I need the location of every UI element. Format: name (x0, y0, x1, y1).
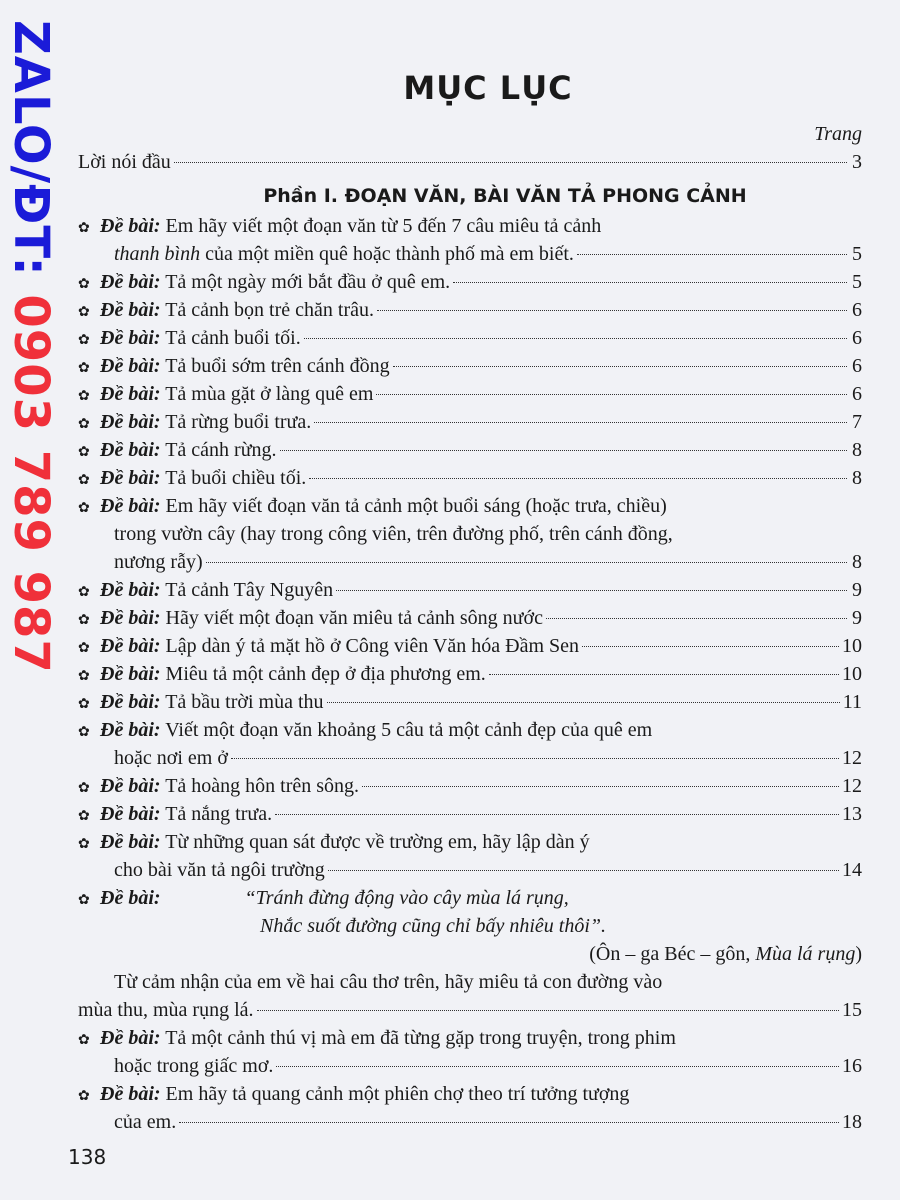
entry-last-row (78, 240, 862, 268)
toc-page-number: 10 (842, 663, 862, 685)
toc-entry[interactable] (78, 492, 862, 576)
entry-label: Đề bài: (100, 1027, 161, 1049)
leader-dots (309, 478, 847, 479)
entry-label: Đề bài: (100, 775, 161, 797)
toc-entry-row (78, 296, 862, 324)
toc-entry-row (78, 324, 862, 352)
entry-text: cho bài văn tả ngôi trường (114, 859, 325, 881)
entry-last-row (78, 856, 862, 884)
entry-text: hoặc nơi em ở (114, 747, 228, 769)
entry-line (78, 212, 862, 240)
toc-intro-row[interactable] (78, 148, 862, 176)
entry-line (78, 1080, 862, 1108)
toc-page-number: 6 (852, 327, 862, 349)
entry-label: Đề bài: (100, 887, 161, 909)
entry-last-text (114, 240, 574, 268)
entry-head (78, 296, 374, 327)
toc-page-number: 8 (852, 467, 862, 489)
entry-last-row (78, 548, 862, 576)
entry-emphasis: thanh bình (114, 243, 201, 265)
flower-bullet-icon: ✿ (78, 809, 90, 824)
flower-bullet-icon: ✿ (78, 221, 90, 236)
toc-entry[interactable] (78, 380, 862, 408)
leader-dots (328, 870, 839, 871)
entry-text: của một miền quê hoặc thành phố mà em biết. (200, 243, 574, 265)
entry-label: Đề bài: (100, 579, 161, 601)
entry-text: hoặc trong giấc mơ. (114, 1055, 274, 1077)
toc-page-number: 13 (842, 803, 862, 825)
watermark-prefix: ZALO/ĐT: (3, 20, 59, 295)
flower-bullet-icon: ✿ (78, 641, 90, 656)
entry-label: Đề bài: (100, 383, 161, 405)
entry-head (78, 688, 324, 719)
entry-text: Em hãy tả quang cảnh một phiên chợ theo trí tưởng tượng (165, 1083, 630, 1105)
flower-bullet-icon: ✿ (78, 725, 90, 740)
toc-entry[interactable] (78, 352, 862, 380)
poem-line-1: “Tránh đừng động vào cây mùa lá rụng, (244, 887, 569, 909)
leader-dots (546, 618, 847, 619)
toc-entry[interactable] (78, 268, 862, 296)
entry-label: Đề bài: (100, 271, 161, 293)
entry-text: Hãy viết một đoạn văn miêu tả cảnh sông nước (165, 607, 543, 629)
toc-entry[interactable] (78, 212, 862, 268)
toc-entry[interactable] (78, 828, 862, 884)
entry-head (78, 352, 390, 383)
toc-entry[interactable] (78, 576, 862, 604)
toc-entry[interactable] (78, 1080, 862, 1136)
toc-entry[interactable] (78, 408, 862, 436)
entry-label: Đề bài: (100, 215, 161, 237)
toc-entry[interactable] (78, 772, 862, 800)
poem-prompt-line-2: mùa thu, mùa rụng lá. (78, 999, 254, 1021)
toc-entry[interactable] (78, 688, 862, 716)
toc-entry[interactable] (78, 716, 862, 772)
entry-head (78, 576, 333, 607)
entry-line (78, 828, 862, 856)
entry-line (78, 520, 862, 548)
entry-head (78, 380, 373, 411)
toc-page-number: 11 (842, 691, 862, 713)
entry-head (78, 436, 277, 467)
poem-prompt-last-row (78, 996, 862, 1024)
entry-label: Đề bài: (100, 495, 161, 517)
flower-bullet-icon: ✿ (78, 669, 90, 684)
flower-bullet-icon: ✿ (78, 277, 90, 292)
toc-entry-row (78, 688, 862, 716)
leader-dots (174, 162, 847, 163)
toc-entry[interactable] (78, 324, 862, 352)
entry-label: Đề bài: (100, 299, 161, 321)
flower-bullet-icon: ✿ (78, 361, 90, 376)
entry-text: Em hãy viết một đoạn văn từ 5 đến 7 câu miêu tả cảnh (165, 215, 602, 237)
toc-entry[interactable] (78, 1024, 862, 1080)
flower-bullet-icon: ✿ (78, 781, 90, 796)
entry-head (78, 604, 543, 635)
entry-text: Tả mùa gặt ở làng quê em (165, 383, 374, 405)
entry-text: nương rẫy) (114, 551, 203, 573)
entry-head (78, 772, 359, 803)
toc-entry[interactable] (78, 604, 862, 632)
toc-entry-row (78, 632, 862, 660)
leader-dots (231, 758, 839, 759)
toc-page-number: 8 (852, 551, 862, 573)
entry-head (78, 408, 311, 439)
toc-page-number: 6 (852, 299, 862, 321)
poem-line-2: Nhắc suốt đường cũng chỉ bấy nhiêu thôi”. (260, 915, 606, 937)
toc-entry-row (78, 352, 862, 380)
entry-head (78, 464, 306, 495)
entry-label: Đề bài: (100, 803, 161, 825)
flower-bullet-icon: ✿ (78, 473, 90, 488)
toc-page-number: 5 (852, 243, 862, 265)
flower-bullet-icon: ✿ (78, 837, 90, 852)
toc-page-number: 12 (842, 747, 862, 769)
leader-dots (577, 254, 847, 255)
flower-bullet-icon: ✿ (78, 1089, 90, 1104)
flower-bullet-icon: ✿ (78, 333, 90, 348)
entry-label: Đề bài: (100, 663, 161, 685)
toc-page-number: 14 (842, 859, 862, 881)
leader-dots (377, 310, 847, 311)
leader-dots (276, 1066, 839, 1067)
entry-label: Đề bài: (100, 327, 161, 349)
flower-bullet-icon: ✿ (78, 585, 90, 600)
toc-entry-row (78, 660, 862, 688)
entry-text: Tả nắng trưa. (165, 803, 273, 825)
entry-last-row (78, 744, 862, 772)
leader-dots (489, 674, 839, 675)
leader-dots (582, 646, 839, 647)
entry-text: Từ những quan sát được về trường em, hãy lập dàn ý (165, 831, 590, 853)
entry-text: Tả cảnh buổi tối. (165, 327, 301, 349)
toc-entry-row (78, 772, 862, 800)
entry-line (78, 716, 862, 744)
toc-page-number: 12 (842, 775, 862, 797)
entry-last-text (114, 1052, 273, 1080)
leader-dots (206, 562, 847, 563)
leader-dots (376, 394, 847, 395)
flower-bullet-icon: ✿ (78, 613, 90, 628)
leader-dots (304, 338, 847, 339)
entry-text: Tả buổi chiều tối. (165, 467, 307, 489)
entry-text: Miêu tả một cảnh đẹp ở địa phương em. (165, 663, 486, 685)
toc-page-number: 9 (852, 579, 862, 601)
toc-entry-row (78, 576, 862, 604)
toc-page-number: 9 (852, 607, 862, 629)
entry-text: Tả buổi sớm trên cánh đồng (165, 355, 390, 377)
entry-text: trong vườn cây (hay trong công viên, trên đường phố, trên cánh đồng, (114, 523, 673, 545)
entry-head (78, 324, 301, 355)
entry-label: Đề bài: (100, 607, 161, 629)
watermark-number: 0903 789 987 (3, 294, 59, 674)
entry-text: Tả cảnh bọn trẻ chăn trâu. (165, 299, 374, 321)
toc-entry-row (78, 604, 862, 632)
entry-text: Em hãy viết đoạn văn tả cảnh một buổi sáng (hoặc trưa, chiều) (165, 495, 667, 517)
section-heading: Phần I. ĐOẠN VĂN, BÀI VĂN TẢ PHONG CẢNH (263, 185, 747, 207)
leader-dots (257, 1010, 839, 1011)
entry-text: Tả rừng buổi trưa. (165, 411, 312, 433)
toc-entry-row (78, 464, 862, 492)
entry-head (78, 268, 450, 299)
toc-page-number: 16 (842, 1055, 862, 1077)
flower-bullet-icon: ✿ (78, 445, 90, 460)
toc-entries (78, 212, 862, 884)
toc-page-number: 18 (842, 1111, 862, 1133)
entry-line (78, 1024, 862, 1052)
poem-prompt-line-1: Từ cảm nhận của em về hai câu thơ trên, hãy miêu tả con đường vào (114, 971, 663, 993)
toc-entry-row (78, 436, 862, 464)
flower-bullet-icon: ✿ (78, 501, 90, 516)
toc-page-number: 6 (852, 355, 862, 377)
entry-label: Đề bài: (100, 831, 161, 853)
entry-label: Đề bài: (100, 719, 161, 741)
toc-entry[interactable] (78, 464, 862, 492)
entry-label: Đề bài: (100, 355, 161, 377)
toc-entry[interactable] (78, 436, 862, 464)
entry-text: Viết một đoạn văn khoảng 5 câu tả một cảnh đẹp của quê em (165, 719, 653, 741)
entry-last-text (114, 744, 228, 772)
entry-last-row (78, 1108, 862, 1136)
watermark (2, 20, 60, 674)
entry-text: Tả một cảnh thú vị mà em đã từng gặp trong truyện, trong phim (165, 1027, 676, 1049)
toc-entry[interactable] (78, 296, 862, 324)
leader-dots (393, 366, 847, 367)
toc-page (78, 68, 862, 1136)
entry-label: Đề bài: (100, 467, 161, 489)
entry-text: Lập dàn ý tả mặt hồ ở Công viên Văn hóa Đầm Sen (165, 635, 580, 657)
entry-last-text (114, 856, 325, 884)
flower-bullet-icon: ✿ (78, 893, 90, 908)
entry-label: Đề bài: (100, 691, 161, 713)
flower-bullet-icon: ✿ (78, 697, 90, 712)
entry-label: Đề bài: (100, 411, 161, 433)
toc-page-number: 6 (852, 383, 862, 405)
toc-entry[interactable] (78, 660, 862, 688)
entry-text: của em. (114, 1111, 177, 1133)
toc-page-number: 10 (842, 635, 862, 657)
entry-text: Tả cánh rừng. (165, 439, 277, 461)
entry-label: Đề bài: (100, 635, 161, 657)
poem-source-prefix: (Ôn – ga Béc – gôn, (589, 943, 756, 965)
entry-head (78, 632, 579, 663)
flower-bullet-icon: ✿ (78, 389, 90, 404)
toc-entry-row (78, 268, 862, 296)
entry-label: Đề bài: (100, 439, 161, 461)
entry-label: Đề bài: (100, 1083, 161, 1105)
leader-dots (336, 590, 847, 591)
entry-head (78, 660, 486, 691)
page-number: 138 (68, 1145, 107, 1169)
flower-bullet-icon: ✿ (78, 305, 90, 320)
entry-head (78, 800, 272, 831)
toc-entry-row (78, 380, 862, 408)
entry-text: Tả cảnh Tây Nguyên (165, 579, 334, 601)
toc-intro-text: Lời nói đầu (78, 151, 171, 173)
leader-dots (179, 1122, 839, 1123)
leader-dots (362, 786, 839, 787)
toc-page-number: 3 (852, 151, 862, 173)
entry-text: Tả một ngày mới bắt đầu ở quê em. (165, 271, 451, 293)
leader-dots (453, 282, 847, 283)
leader-dots (314, 422, 847, 423)
flower-bullet-icon: ✿ (78, 417, 90, 432)
leader-dots (280, 450, 847, 451)
flower-bullet-icon: ✿ (78, 1033, 90, 1048)
entry-last-row (78, 1052, 862, 1080)
entry-text: Tả hoàng hôn trên sông. (165, 775, 360, 797)
page-column-header: Trang (814, 123, 862, 145)
toc-page-number: 7 (852, 411, 862, 433)
toc-tail-entries (78, 1024, 862, 1136)
entry-text: Tả bầu trời mùa thu (165, 691, 324, 713)
toc-entry[interactable] (78, 800, 862, 828)
toc-page-number: 5 (852, 271, 862, 293)
toc-entry-poem[interactable] (78, 884, 862, 1024)
poem-source-suffix: ) (855, 943, 862, 965)
poem-source (78, 940, 862, 968)
leader-dots (275, 814, 839, 815)
entry-last-text (114, 548, 203, 576)
entry-line (78, 492, 862, 520)
toc-entry-row (78, 408, 862, 436)
toc-entry[interactable] (78, 632, 862, 660)
toc-page-number: 15 (842, 999, 862, 1021)
toc-page-number: 8 (852, 439, 862, 461)
poem-source-title: Mùa lá rụng (755, 943, 856, 965)
page-title: MỤC LỤC (403, 69, 573, 107)
toc-entry-row (78, 800, 862, 828)
leader-dots (327, 702, 840, 703)
entry-last-text (114, 1108, 176, 1136)
